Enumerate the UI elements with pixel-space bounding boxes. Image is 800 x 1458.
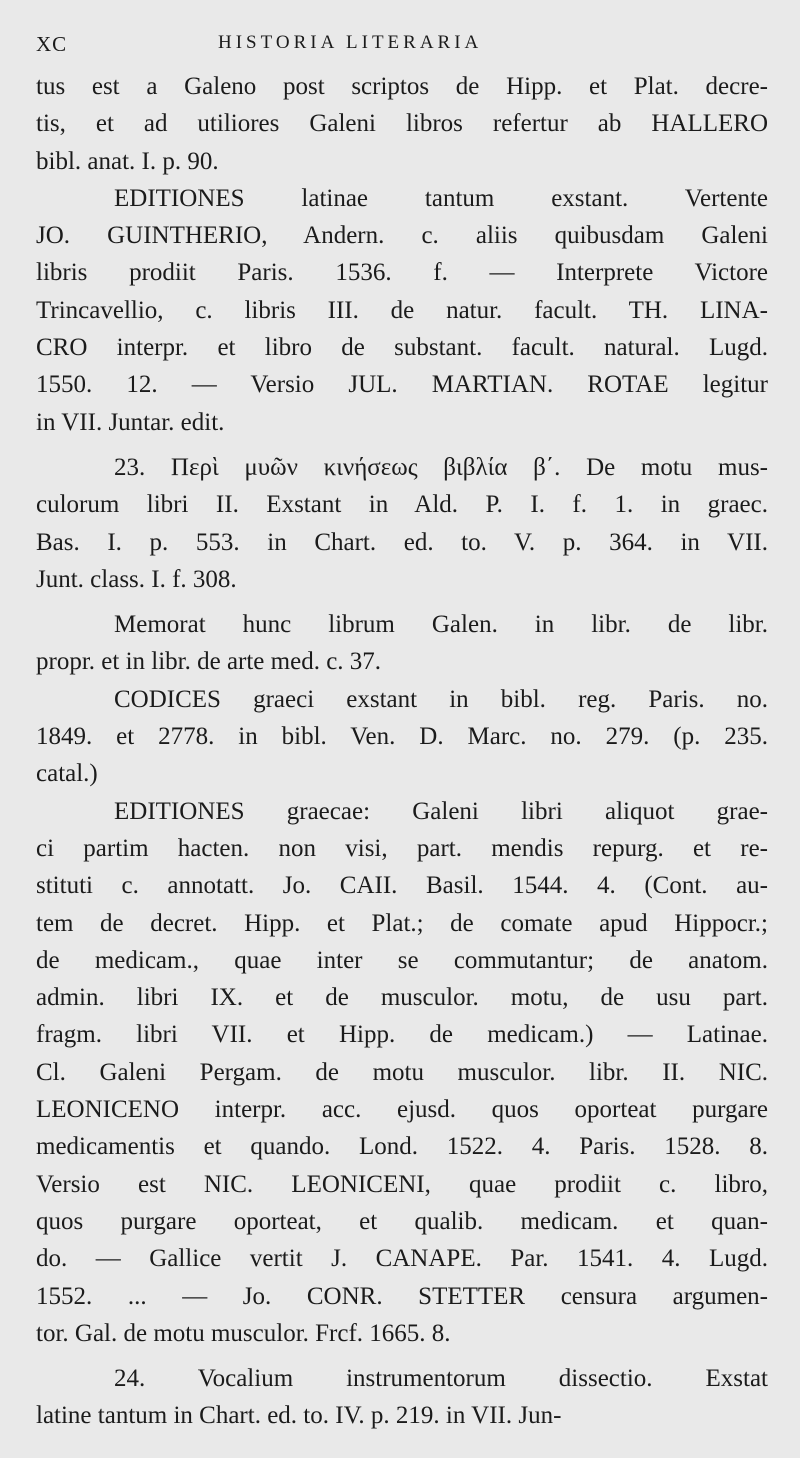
paragraph: [36, 1360, 768, 1435]
text-line: culorum libri II. Exstant in Ald. P. I. f. 1. in graec.: [36, 491, 768, 519]
text-line: 1849. et 2778. in bibl. Ven. D. Marc. no. 279. (p. 235.: [36, 723, 768, 751]
text-line: de medicam., quae inter se commutantur; de anatom.: [36, 946, 768, 974]
text-line: tus est a Galeno post scriptos de Hipp. et Plat. decre-: [36, 73, 768, 100]
text-line: latine tantum in Chart. ed. to. IV. p. 219. in VII. Jun-: [36, 1402, 562, 1430]
text-line: Bas. I. p. 553. in Chart. ed. to. V. p. 364. in VII.: [36, 528, 768, 556]
text-line: EDITIONES latinae tantum exstant. Vertente: [114, 184, 768, 212]
page-number: XC: [36, 32, 68, 56]
text-line: fragm. libri VII. et Hipp. de medicam.) — Latinae.: [36, 1021, 768, 1049]
running-head: [36, 20, 768, 68]
text-line: tor. Gal. de motu musculor. Frcf. 1665. 8.: [36, 1319, 451, 1347]
paragraph: [36, 180, 768, 441]
text-line: tem de decret. Hipp. et Plat.; de comate apud Hippocr.;: [36, 909, 768, 937]
text-line: medicamentis et quando. Lond. 1522. 4. Paris. 1528. 8.: [36, 1133, 768, 1161]
body-text: [36, 68, 768, 1435]
text-line: Versio est NIC. LEONICENI, quae prodiit c. libro,: [36, 1170, 768, 1198]
text-line: 23. Περὶ μυῶν κινήσεως βιβλία β΄. De motu mus-: [114, 453, 768, 481]
text-line: stituti c. annotatt. Jo. CAII. Basil. 1544. 4. (Cont. au-: [36, 872, 768, 900]
text-line: catal.): [36, 760, 98, 788]
text-line: ci partim hacten. non visi, part. mendis repurg. et re-: [36, 834, 768, 862]
text-line: tis, et ad utiliores Galeni libros refertur ab HALLERO: [36, 110, 768, 138]
text-line: libris prodiit Paris. 1536. f. — Interprete Victore: [36, 259, 768, 287]
text-line: JO. GUINTHERIO, Andern. c. aliis quibusdam Galeni: [36, 222, 768, 250]
text-line: bibl. anat. I. p. 90.: [36, 147, 219, 175]
running-title: HISTORIA LITERARIA: [218, 32, 483, 53]
text-line: EDITIONES graecae: Galeni libri aliquot grae-: [114, 797, 768, 825]
text-line: quos purgare oporteat, et qualib. medicam. et quan-: [36, 1207, 768, 1235]
text-line: Trincavellio, c. libris III. de natur. facult. TH. LINA-: [36, 296, 768, 324]
text-line: 1552. ... — Jo. CONR. STETTER censura argumen-: [36, 1282, 768, 1310]
text-line: 1550. 12. — Versio JUL. MARTIAN. ROTAE legitur: [36, 371, 768, 399]
text-line: do. — Gallice vertit J. CANAPE. Par. 1541. 4. Lugd.: [36, 1245, 768, 1273]
text-line: Memorat hunc librum Galen. in libr. de libr.: [114, 611, 768, 639]
paragraph: [36, 606, 768, 681]
text-line: Junt. class. I. f. 308.: [36, 565, 237, 593]
text-line: CRO interpr. et libro de substant. facult. natural. Lugd.: [36, 334, 768, 362]
text-line: propr. et in libr. de arte med. c. 37.: [36, 648, 382, 676]
text-line: admin. libri IX. et de musculor. motu, de usu part.: [36, 984, 768, 1012]
text-line: CODICES graeci exstant in bibl. reg. Paris. no.: [114, 685, 768, 713]
paragraph: [36, 449, 768, 598]
paragraph: [36, 681, 768, 793]
paragraph: [36, 793, 768, 1352]
text-line: Cl. Galeni Pergam. de motu musculor. libr. II. NIC.: [36, 1058, 768, 1086]
text-line: LEONICENO interpr. acc. ejusd. quos oporteat purgare: [36, 1096, 768, 1124]
paragraph: [36, 68, 768, 180]
text-line: 24. Vocalium instrumentorum dissectio. Exstat: [114, 1365, 768, 1393]
text-line: in VII. Juntar. edit.: [36, 408, 225, 436]
